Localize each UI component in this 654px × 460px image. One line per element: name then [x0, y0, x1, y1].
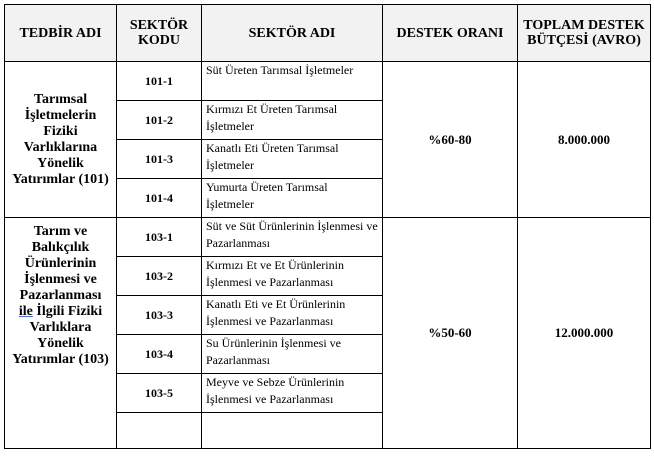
sector-name: Su Ürünlerinin İşlenmesi ve Pazarlanması [202, 335, 383, 374]
header-sektor-kodu: SEKTÖR KODU [117, 5, 202, 62]
measure-101-title: Tarımsal İşletmelerin Fiziki Varlıklarına Yönelik Yatırımlar (101) [5, 62, 117, 218]
sector-name: Kanatlı Eti ve Et Ürünlerinin İşlenmesi ve Pazarlanması [202, 296, 383, 335]
sector-code: 101-4 [117, 179, 202, 218]
budget-103: 12.000.000 [518, 218, 651, 449]
sector-name: Kanatlı Eti Üreten Tarımsal İşletmeler [202, 140, 383, 179]
sector-name: Yumurta Üreten Tarımsal İşletmeler [202, 179, 383, 218]
measure-103-title-ile: ile [18, 304, 33, 319]
sector-name: Kırmızı Et ve Et Ürünlerinin İşlenmesi ve Pazarlanması [202, 257, 383, 296]
header-sektor-adi: SEKTÖR ADI [202, 5, 383, 62]
sector-name: Süt Üreten Tarımsal İşletmeler [202, 62, 383, 101]
sector-name: Süt ve Süt Ürünlerinin İşlenmesi ve Pazarlanması [202, 218, 383, 257]
header-destek-orani: DESTEK ORANI [383, 5, 518, 62]
sector-code: 103-5 [117, 374, 202, 413]
header-row [5, 5, 651, 62]
measure-103-title [5, 218, 117, 449]
support-table-container [4, 4, 651, 449]
sector-code: 101-3 [117, 140, 202, 179]
header-toplam-butce: TOPLAM DESTEK BÜTÇESİ (AVRO) [518, 5, 651, 62]
budget-101: 8.000.000 [518, 62, 651, 218]
header-tedbir-adi: TEDBİR ADI [5, 5, 117, 62]
sector-code: 101-2 [117, 101, 202, 140]
measure-103-title-b: İlgili Fiziki Varlıklara Yönelik Yatırımlar (103) [12, 304, 109, 367]
support-table [4, 4, 651, 449]
empty-name-cell [202, 413, 383, 449]
empty-code-cell [117, 413, 202, 449]
sector-name: Kırmızı Et Üreten Tarımsal İşletmeler [202, 101, 383, 140]
table-row [5, 62, 651, 101]
sector-code: 103-3 [117, 296, 202, 335]
sector-code: 103-2 [117, 257, 202, 296]
sector-code: 101-1 [117, 62, 202, 101]
sector-code: 103-4 [117, 335, 202, 374]
sector-name: Meyve ve Sebze Ürünlerinin İşlenmesi ve Pazarlanması [202, 374, 383, 413]
support-rate-101: %60-80 [383, 62, 518, 218]
table-row [5, 218, 651, 257]
measure-103-title-a: Tarım ve Balıkçılık Ürünlerinin İşlenmesi ve Pazarlanması [19, 224, 102, 303]
support-rate-103: %50-60 [383, 218, 518, 449]
sector-code: 103-1 [117, 218, 202, 257]
